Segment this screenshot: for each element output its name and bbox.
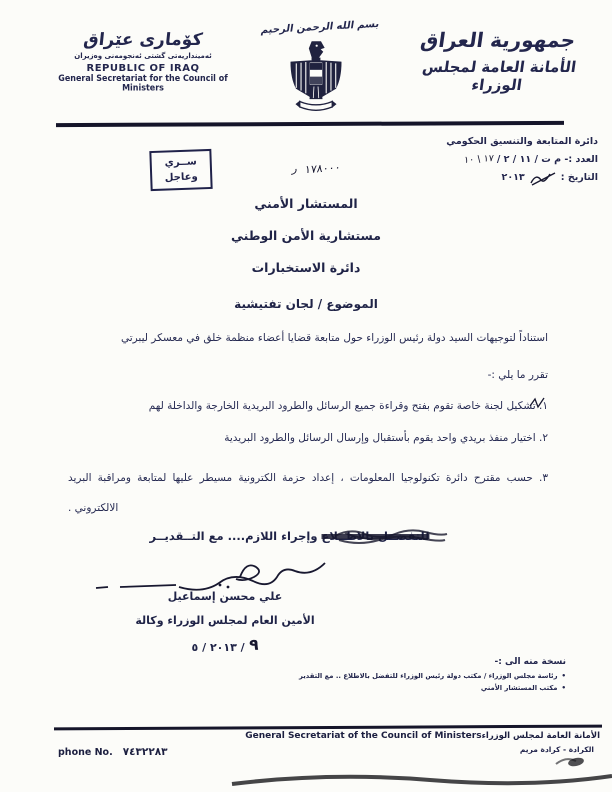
copy-item-2-text: مكتب المستشار الأمني [480,683,558,692]
country-name-calligraphy: جمهورية العراق [419,28,577,52]
signer-title: الأمين العام لمجلس الوزراء وكالة [135,614,315,627]
recipient-line-3: دائرة الاستخبارات [251,260,361,275]
handwritten-tick-mark [528,396,546,410]
footer-org-ar: الأمانة العامة لمجلس الوزراء [481,731,600,741]
signer-name: علي محسن إسماعيل [167,590,283,603]
kurdish-subtitle: ئەمینداریەتی گشتی ئەنجومەنی وەزیران [74,52,212,60]
decision-line: تقرر ما يلي :- [487,369,548,381]
handwritten-letter-mark: ر [291,161,298,176]
bismillah-script: بسم الله الرحمن الرحيم [259,18,381,37]
date-year: ٢٠١٣ [501,172,525,184]
date-label: التاريخ : [560,172,598,184]
department-line: دائرة المتابعة والتنسيق الحكومي [446,136,598,147]
copy-item-1-text: رئاسة مجلس الوزراء / مكتب دولة رئيس الوزراء للتفضل بالاطلاع .. مع التقدير [299,672,558,680]
footer-org-en: General Secretariat of the Council of Ministers [245,731,482,741]
secret-urgent-stamp [149,149,212,191]
body-item-1: ١. تشكيل لجنة خاصة تقوم بفتح وقراءة جميع الرسائل والطرود البريدية الخارجة والداخلة لهم [148,400,548,412]
iraq-coat-of-arms-icon [282,38,350,118]
header-right-block [396,28,600,94]
signature-date-typed: ٢٠١٣ / ٥ / [191,641,245,654]
bullet-icon: • [561,683,566,692]
signature-scribble [90,545,345,595]
body-item-3: ٣. حسب مقترح دائرة تكنولوجيا المعلومات ، إعداد حزمة الكترونية مسيطر عليها لمتابعة ومراقبة البريد الالكتروني . [68,472,548,515]
header-divider [56,121,564,127]
recipient-line-1: المستشار الأمني [254,196,358,211]
signature-block [85,590,365,654]
secretariat-calligraphy: الأمانة العامة لمجلس الوزراء [421,58,578,94]
handwritten-date-mark [528,171,558,186]
english-subtitle: General Secretariat for the Council of Ministers [58,73,228,93]
closing-line [132,529,447,543]
stamp-word-urgent: وعاجل [164,171,198,184]
footer-divider [54,725,602,731]
copy-item-2 [226,683,566,695]
signature-date [85,635,365,654]
recipient-block [0,196,612,292]
meta-block [393,133,598,187]
ref-number-line [393,151,598,169]
footer-address: الكرادة - كرادة مريم [519,745,594,754]
footer-org-line [245,731,600,741]
ref-number-handwritten: ١٧ \ ١٠ [463,153,495,167]
copy-item-1 [226,671,566,683]
handwritten-ref-number [292,162,341,175]
struck-phrase: للتفضــل بالاطــلاع [321,529,430,543]
stamp-word-secret: ســري [164,156,197,169]
english-title: REPUBLIC OF IRAQ [86,63,200,74]
ref-label: العدد :- م ت / ١١ / ٢ / [496,154,598,166]
kurdish-title: كۆماری عێراق [82,30,204,50]
closing-rest: وإجراء اللازم.... مع التــقديــر [149,529,318,543]
body-intro: استناداً لتوجيهات السيد دولة رئيس الوزراء حول متابعة قضايا أعضاء منظمة خلق في معسكر ليبرتي [120,332,548,344]
signature-date-day-handwritten: ٩ [247,634,260,655]
header-left-block [36,30,250,92]
scan-artifact [0,756,612,792]
body-item-2: ٢. اختيار منفذ بريدي واحد يقوم بأستقبال وإرسال الرسائل والطرود البريدية [224,432,548,444]
date-line [393,169,598,187]
copies-block [226,657,566,695]
copies-header: نسخة منه الى :- [494,657,566,667]
bullet-icon: • [561,672,566,680]
recipient-line-2: مستشارية الأمن الوطني [230,228,382,243]
phone-label: phone No. [58,747,113,758]
phone-number: ٧٤٣٢٢٨٣ [122,746,168,758]
subject-line: الموضوع / لجان تفتيشية [234,297,378,311]
handwritten-digits: ١٧٨٠٠٠ [304,160,342,177]
